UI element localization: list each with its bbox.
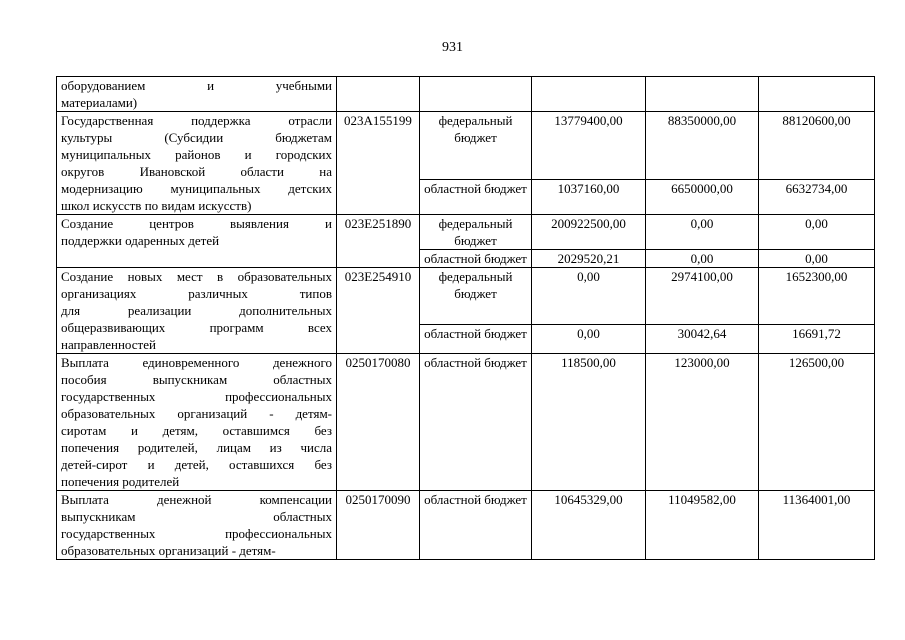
amount-year-2: 6650000,00 <box>646 180 759 215</box>
measure-description <box>57 354 337 491</box>
funding-source: областной бюджет <box>420 180 532 215</box>
amount-year-1: 1037160,00 <box>532 180 646 215</box>
description-line: общеразвивающих программ всех <box>61 320 332 335</box>
description-line: образовательных организаций - детям- <box>61 543 276 558</box>
budget-code: 023A155199 <box>337 112 420 215</box>
amount-year-2: 2974100,00 <box>646 268 759 325</box>
funding-source: федеральный бюджет <box>420 215 532 250</box>
description-line: для реализации дополнительных <box>61 303 332 318</box>
amount-year-1: 0,00 <box>532 324 646 353</box>
funding-source: федеральный бюджет <box>420 268 532 325</box>
description-line: выпускникам областных <box>61 509 332 524</box>
description-line: Выплата единовременного денежного <box>61 355 332 370</box>
budget-code: 023E251890 <box>337 215 420 268</box>
amount-year-2: 30042,64 <box>646 324 759 353</box>
description-line: Создание центров выявления и <box>61 216 332 231</box>
measure-description <box>57 112 337 215</box>
table-row <box>57 491 875 560</box>
amount-year-1 <box>532 77 646 112</box>
amount-year-3: 6632734,00 <box>759 180 875 215</box>
funding-source: областной бюджет <box>420 324 532 353</box>
amount-year-1: 200922500,00 <box>532 215 646 250</box>
amount-year-3: 126500,00 <box>759 354 875 491</box>
amount-year-3: 0,00 <box>759 215 875 250</box>
amount-year-3 <box>759 77 875 112</box>
description-line: оборудованием и учебными <box>61 78 332 93</box>
description-line: сиротам и детям, оставшимся без <box>61 423 332 438</box>
amount-year-2: 88350000,00 <box>646 112 759 180</box>
amount-year-2: 11049582,00 <box>646 491 759 560</box>
measure-description <box>57 268 337 354</box>
budget-table-body <box>57 77 875 560</box>
measure-description <box>57 77 337 112</box>
description-line: государственных профессиональных <box>61 389 332 404</box>
table-row <box>57 268 875 325</box>
funding-source: областной бюджет <box>420 250 532 268</box>
amount-year-3: 0,00 <box>759 250 875 268</box>
description-line: детей-сирот и детей, оставшихся без <box>61 457 332 472</box>
amount-year-1: 118500,00 <box>532 354 646 491</box>
description-line: направленностей <box>61 337 156 352</box>
amount-year-1: 10645329,00 <box>532 491 646 560</box>
description-line: пособия выпускникам областных <box>61 372 332 387</box>
page-number: 931 <box>442 40 463 55</box>
budget-code <box>337 77 420 112</box>
amount-year-1: 2029520,21 <box>532 250 646 268</box>
amount-year-1: 13779400,00 <box>532 112 646 180</box>
budget-code: 0250170080 <box>337 354 420 491</box>
table-row <box>57 77 875 112</box>
description-line: поддержки одаренных детей <box>61 233 220 248</box>
amount-year-3: 88120600,00 <box>759 112 875 180</box>
description-line: Выплата денежной компенсации <box>61 492 332 507</box>
amount-year-2: 0,00 <box>646 250 759 268</box>
amount-year-1: 0,00 <box>532 268 646 325</box>
measure-description <box>57 215 337 268</box>
description-line: попечения родителей, лицам из числа <box>61 440 332 455</box>
funding-source: федеральный бюджет <box>420 112 532 180</box>
description-line: образовательных организаций - детям- <box>61 406 332 421</box>
table-row <box>57 354 875 491</box>
table-row <box>57 112 875 180</box>
amount-year-2 <box>646 77 759 112</box>
funding-source: областной бюджет <box>420 354 532 491</box>
funding-source <box>420 77 532 112</box>
measure-description <box>57 491 337 560</box>
table-row <box>57 215 875 250</box>
amount-year-2: 123000,00 <box>646 354 759 491</box>
description-line: модернизацию муниципальных детских <box>61 181 332 196</box>
amount-year-3: 11364001,00 <box>759 491 875 560</box>
description-line: материалами) <box>61 95 138 110</box>
budget-table <box>56 76 875 560</box>
description-line: округов Ивановской области на <box>61 164 332 179</box>
description-line: государственных профессиональных <box>61 526 332 541</box>
description-line: Создание новых мест в образовательных <box>61 269 332 284</box>
description-line: школ искусств по видам искусств) <box>61 198 252 213</box>
description-line: Государственная поддержка отрасли <box>61 113 332 128</box>
amount-year-3: 1652300,00 <box>759 268 875 325</box>
budget-code: 023E254910 <box>337 268 420 354</box>
funding-source: областной бюджет <box>420 491 532 560</box>
amount-year-3: 16691,72 <box>759 324 875 353</box>
description-line: культуры (Субсидии бюджетам <box>61 130 332 145</box>
description-line: организациях различных типов <box>61 286 332 301</box>
description-line: попечения родителей <box>61 474 180 489</box>
budget-code: 0250170090 <box>337 491 420 560</box>
amount-year-2: 0,00 <box>646 215 759 250</box>
description-line: муниципальных районов и городских <box>61 147 332 162</box>
